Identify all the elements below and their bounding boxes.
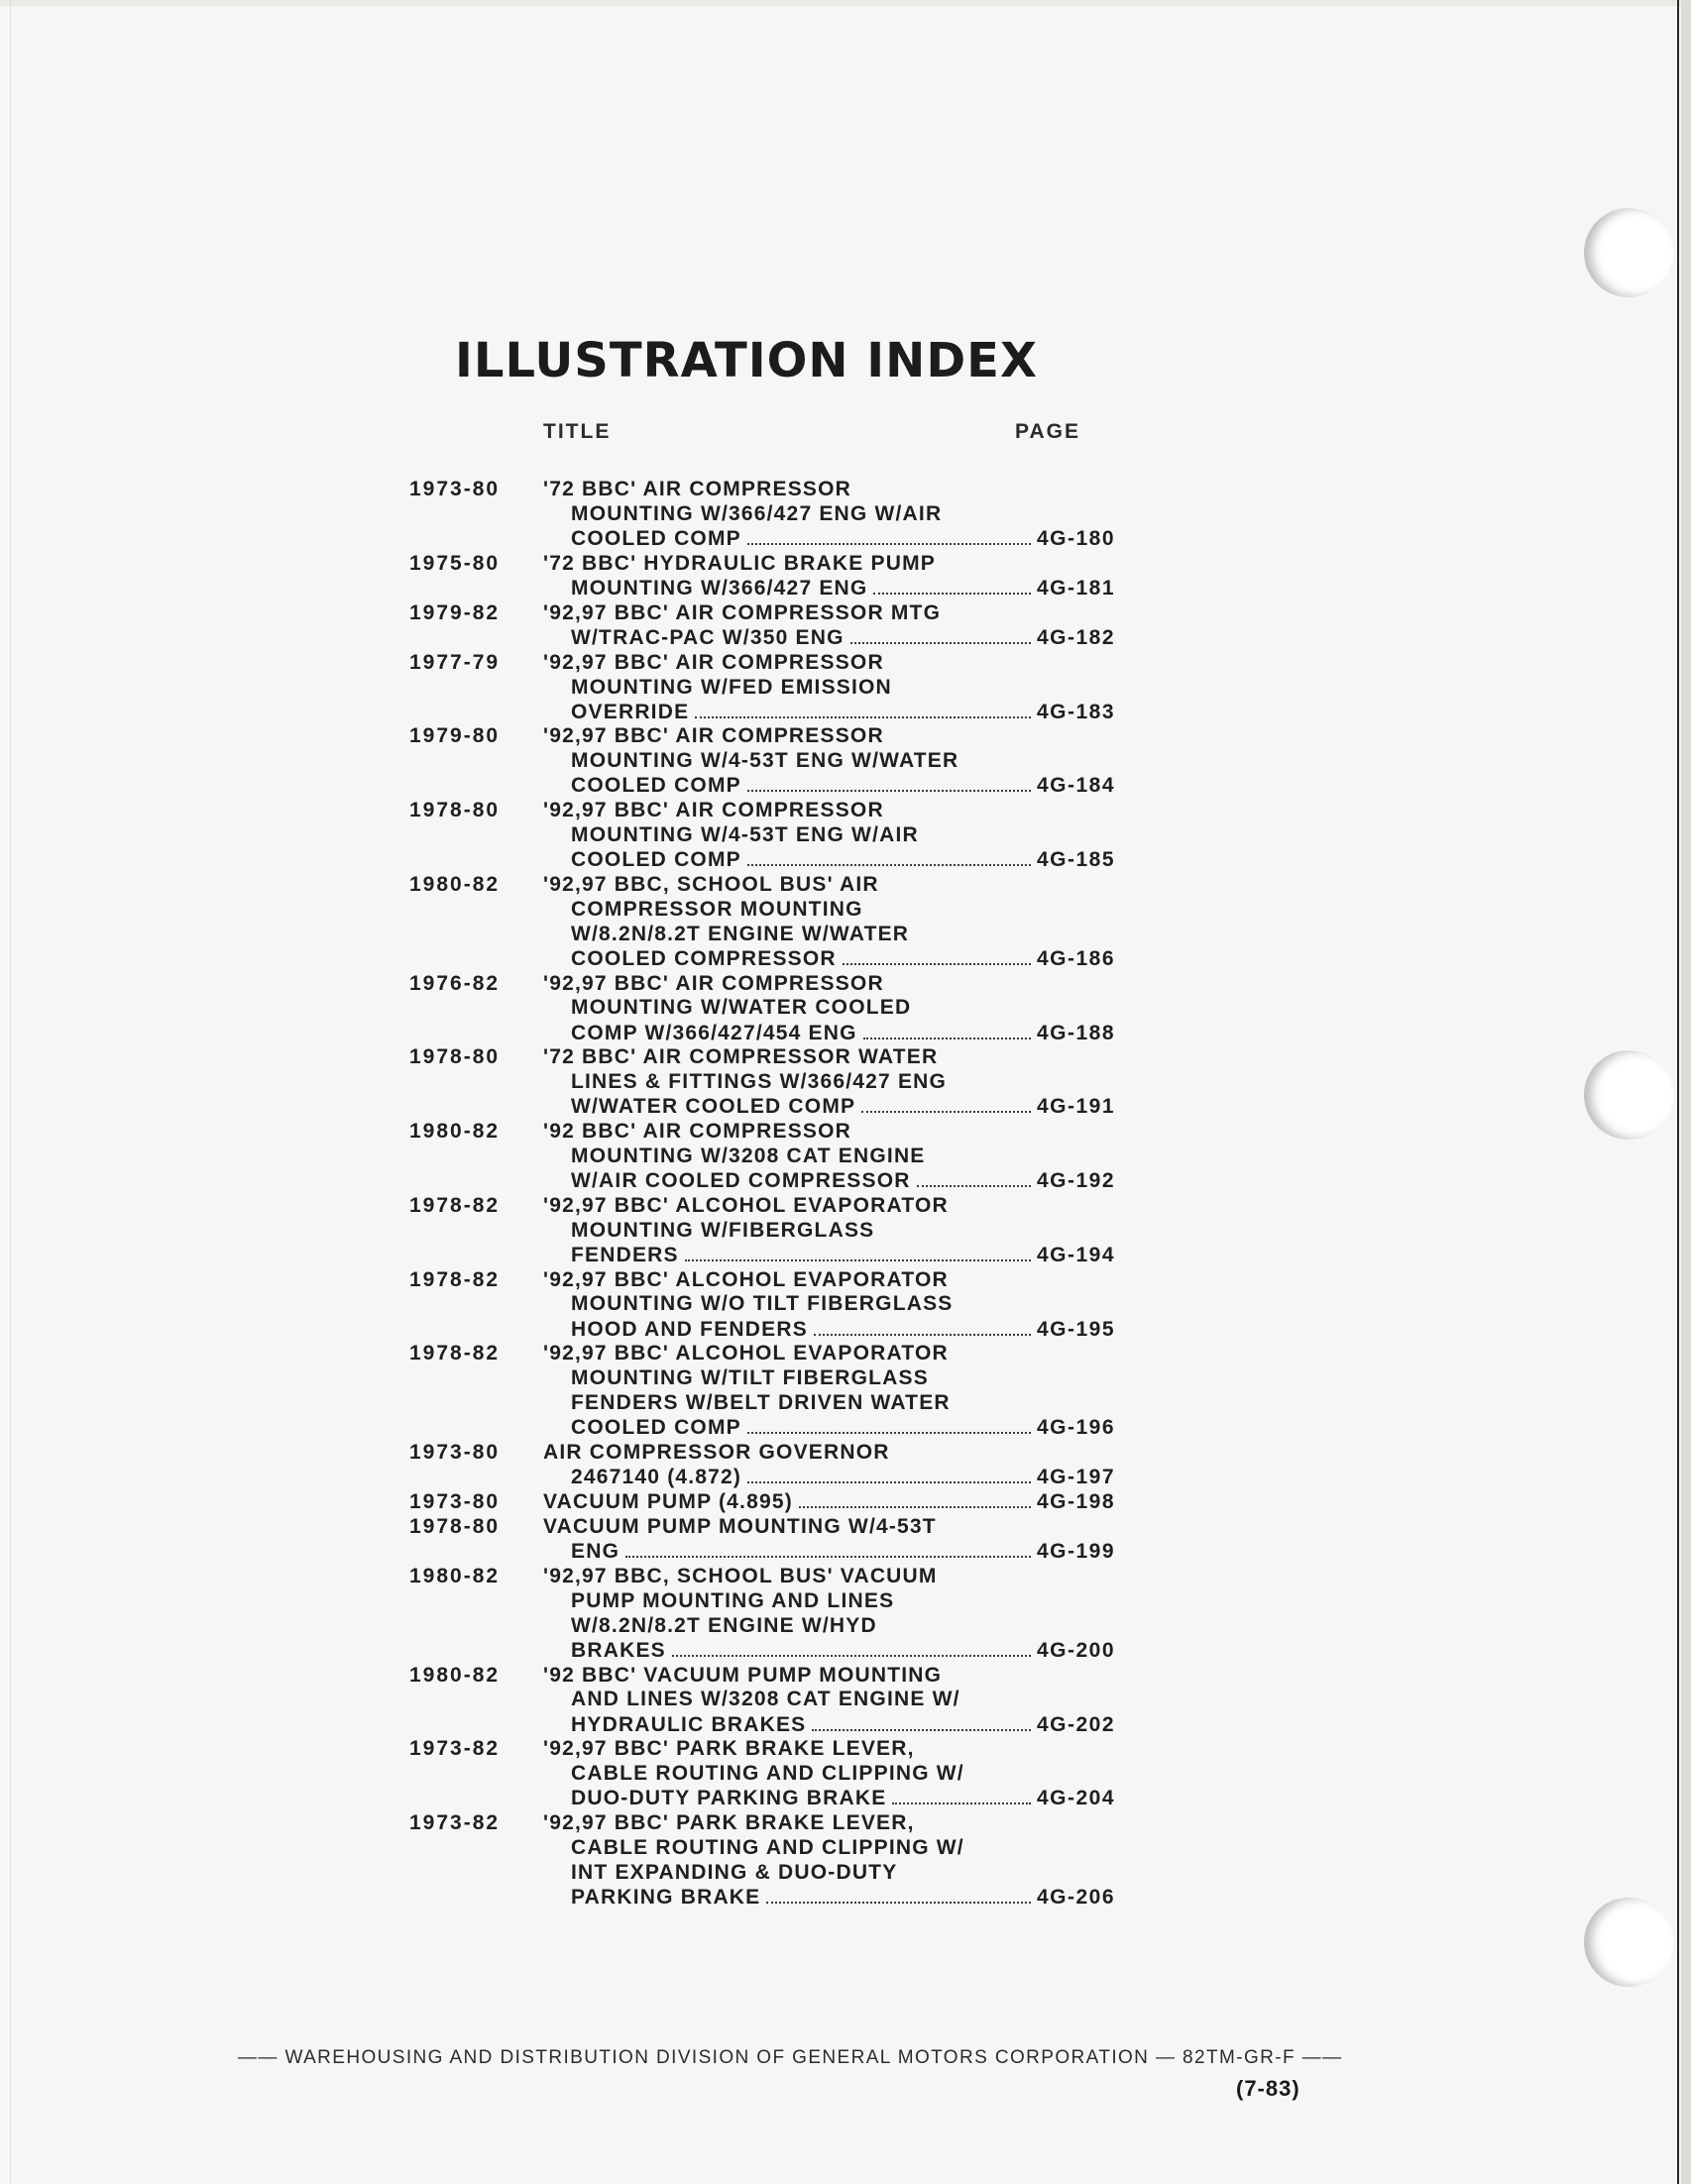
entry-title [543,724,1115,799]
index-entry [409,651,1115,725]
footer-text: WAREHOUSING AND DISTRIBUTION DIVISION OF GENERAL MOTORS CORPORATION — 82TM-GR-F [284,2047,1296,2068]
footer-rule-left: —— [238,2047,285,2068]
entry-title-line: BRAKES [571,1638,666,1662]
dot-leader [863,1021,1031,1038]
entry-final-line [543,1021,1115,1045]
entry-years: 1980-82 [409,873,501,896]
entry-title-line: '92,97 BBC, SCHOOL BUS' VACUUM [543,1565,938,1588]
dot-leader [766,1886,1031,1904]
entry-final-line [543,1886,1115,1911]
dot-leader [695,700,1031,717]
entry-page-ref: 4G-192 [1036,1169,1115,1193]
entry-years: 1976-82 [409,971,501,995]
entry-years: 1973-80 [409,1489,501,1513]
entry-title [543,1664,1115,1738]
dot-leader [873,577,1030,595]
column-header-title: TITLE [543,420,612,443]
index-entries [409,478,1115,1911]
entry-page-ref: 4G-183 [1036,700,1115,723]
entry-title [543,873,1115,972]
dot-leader [685,1243,1031,1260]
punch-hole-bottom [1584,1898,1673,1987]
index-entry [409,1268,1115,1343]
entry-title-line: HOOD AND FENDERS [571,1317,808,1341]
entry-final-line [543,1095,1115,1120]
entry-title-line: HYDRAULIC BRAKES [571,1712,807,1736]
dot-leader [850,626,1031,644]
index-entry [409,1342,1115,1441]
entry-title-line: '92,97 BBC' AIR COMPRESSOR [543,724,884,748]
entry-title-line: FENDERS [571,1243,679,1266]
entry-title-line: INT EXPANDING & DUO-DUTY [571,1860,898,1884]
footer-publisher-line [238,2047,1342,2069]
entry-years: 1977-79 [409,650,501,674]
entry-page-ref: 4G-197 [1036,1466,1115,1489]
page-top-edge [0,0,1691,6]
entry-final-line [543,946,1115,971]
entry-title-line: '92,97 BBC' ALCOHOL EVAPORATOR [543,1193,949,1217]
entry-page-ref: 4G-198 [1036,1490,1115,1514]
entry-title-line: '92,97 BBC' AIR COMPRESSOR [543,650,884,674]
entry-years: 1973-82 [409,1737,501,1761]
entry-title [543,1515,1115,1565]
entry-final-line [543,848,1115,873]
entry-title-line: '92,97 BBC' PARK BRAKE LEVER, [543,1737,915,1761]
dot-leader [747,1466,1031,1483]
dot-leader [812,1712,1031,1730]
entry-final-line [543,1416,1115,1441]
index-entry [409,972,1115,1046]
entry-title-line: MOUNTING W/FIBERGLASS [571,1218,875,1242]
dot-leader [843,946,1031,964]
entry-page-ref: 4G-180 [1036,526,1115,550]
entry-final-line [543,1787,1115,1811]
footer-rule-right: —— [1296,2047,1343,2068]
dot-leader [747,1416,1031,1434]
entry-title-line: MOUNTING W/366/427 ENG [571,576,868,600]
entry-final-line [543,1490,1115,1515]
entry-title-line: '92 BBC' AIR COMPRESSOR [543,1120,852,1144]
entry-final-line [543,1243,1115,1267]
entry-title-line: MOUNTING W/366/427 ENG W/AIR [571,501,943,525]
index-entry [409,1441,1115,1490]
punch-hole-top [1584,208,1673,297]
entry-years: 1978-82 [409,1193,501,1217]
index-entry [409,1565,1115,1664]
entry-title [543,972,1115,1046]
entry-page-ref: 4G-196 [1036,1416,1115,1440]
dot-leader [747,774,1031,792]
entry-title-line: '92 BBC' VACUUM PUMP MOUNTING [543,1663,943,1687]
entry-title-line: MOUNTING W/FED EMISSION [571,675,892,699]
entry-page-ref: 4G-204 [1036,1787,1115,1810]
entry-title-line: COOLED COMPRESSOR [571,946,837,970]
page-left-edge [10,0,11,2184]
entry-title-line: '92,97 BBC' AIR COMPRESSOR [543,799,884,822]
entry-final-line [543,1638,1115,1663]
entry-title-line: W/WATER COOLED COMP [571,1095,856,1119]
entry-page-ref: 4G-200 [1036,1638,1115,1662]
entry-title [543,1441,1115,1490]
entry-final-line [543,774,1115,799]
entry-years: 1973-80 [409,478,501,500]
entry-page-ref: 4G-186 [1036,946,1115,970]
dot-leader [672,1638,1031,1656]
entry-page-ref: 4G-182 [1036,625,1115,649]
index-entry [409,1664,1115,1738]
entry-page-ref: 4G-181 [1036,576,1115,600]
dot-leader [814,1317,1031,1335]
dot-leader [917,1169,1031,1187]
entry-title-line: '92,97 BBC' AIR COMPRESSOR [543,971,884,995]
dot-leader [747,848,1031,866]
entry-final-line [543,577,1115,601]
entry-title [543,1490,1115,1515]
entry-final-line [543,1169,1115,1194]
entry-title [543,1045,1115,1120]
entry-title-line: '92,97 BBC' AIR COMPRESSOR MTG [543,601,942,624]
entry-title-line: '72 BBC' AIR COMPRESSOR WATER [543,1045,939,1069]
index-entry [409,799,1115,873]
entry-title-line: VACUUM PUMP MOUNTING W/4-53T [543,1515,937,1539]
entry-years: 1978-80 [409,1515,501,1539]
entry-title [543,651,1115,725]
entry-years: 1973-80 [409,1440,501,1464]
entry-years: 1980-82 [409,1663,501,1687]
entry-title-line: MOUNTING W/TILT FIBERGLASS [571,1366,929,1390]
entry-page-ref: 4G-199 [1036,1540,1115,1564]
entry-title-line: CABLE ROUTING AND CLIPPING W/ [571,1835,964,1859]
entry-title-line: ENG [571,1540,620,1564]
page-title: ILLUSTRATION INDEX [455,333,1038,388]
entry-final-line [543,527,1115,552]
entry-years: 1978-80 [409,799,501,822]
entry-title [543,478,1115,552]
entry-title-line: '92,97 BBC, SCHOOL BUS' AIR [543,873,879,896]
entry-years: 1978-80 [409,1045,501,1069]
entry-title-line: MOUNTING W/3208 CAT ENGINE [571,1144,926,1167]
entry-title-line: COOLED COMP [571,1416,741,1440]
entry-title [543,552,1115,601]
index-entry [409,1737,1115,1811]
entry-title [543,1120,1115,1194]
entry-final-line [543,626,1115,651]
page-right-edge-line [1677,0,1679,2184]
index-entry [409,873,1115,972]
entry-title-line: COMPRESSOR MOUNTING [571,897,863,921]
entry-title [543,1811,1115,1911]
entry-page-ref: 4G-188 [1036,1021,1115,1044]
entry-title [543,799,1115,873]
entry-title-line: AIR COMPRESSOR GOVERNOR [543,1440,890,1464]
entry-page-ref: 4G-206 [1036,1885,1115,1909]
column-header-page: PAGE [1015,420,1080,443]
footer-date-code: (7-83) [1236,2076,1300,2101]
entry-title [543,1737,1115,1811]
dot-leader [861,1095,1031,1113]
entry-title [543,1194,1115,1268]
dot-leader [892,1787,1030,1804]
entry-title-line: 2467140 (4.872) [571,1466,742,1489]
index-entry [409,1490,1115,1515]
entry-page-ref: 4G-191 [1036,1095,1115,1119]
entry-title [543,1342,1115,1441]
entry-title-line: COOLED COMP [571,526,741,550]
entry-final-line [543,1317,1115,1342]
entry-title-line: MOUNTING W/4-53T ENG W/AIR [571,823,919,847]
index-entry [409,1194,1115,1268]
entry-title-line: MOUNTING W/4-53T ENG W/WATER [571,749,959,773]
entry-final-line [543,1466,1115,1490]
entry-title-line: PUMP MOUNTING AND LINES [571,1588,895,1612]
entry-title-line: AND LINES W/3208 CAT ENGINE W/ [571,1688,960,1711]
entry-title-line: FENDERS W/BELT DRIVEN WATER [571,1390,951,1414]
punch-hole-middle [1584,1050,1673,1140]
dot-leader [799,1490,1031,1508]
dot-leader [625,1540,1031,1558]
entry-years: 1978-82 [409,1342,501,1365]
index-entry [409,724,1115,799]
index-entry [409,601,1115,651]
entry-years: 1973-82 [409,1811,501,1835]
entry-title-line: PARKING BRAKE [571,1885,761,1909]
index-entry [409,478,1115,552]
entry-final-line [543,1540,1115,1565]
entry-years: 1975-80 [409,551,501,575]
entry-page-ref: 4G-185 [1036,848,1115,872]
entry-title-line: W/8.2N/8.2T ENGINE W/WATER [571,922,910,945]
index-entry [409,1811,1115,1911]
entry-title [543,601,1115,651]
entry-page-ref: 4G-184 [1036,774,1115,798]
entry-title-line: W/8.2N/8.2T ENGINE W/HYD [571,1613,877,1637]
index-entry [409,1045,1115,1120]
entry-title-line: VACUUM PUMP (4.895) [543,1490,793,1514]
entry-title-line: COOLED COMP [571,848,741,872]
entry-page-ref: 4G-195 [1036,1317,1115,1341]
entry-title-line: W/AIR COOLED COMPRESSOR [571,1169,911,1193]
entry-title-line: COOLED COMP [571,774,741,798]
entry-title-line: COMP W/366/427/454 ENG [571,1021,857,1044]
entry-title-line: DUO-DUTY PARKING BRAKE [571,1787,887,1810]
entry-title [543,1565,1115,1664]
entry-years: 1979-80 [409,724,501,748]
entry-title-line: OVERRIDE [571,700,690,723]
entry-page-ref: 4G-194 [1036,1243,1115,1266]
entry-title-line: '92,97 BBC' ALCOHOL EVAPORATOR [543,1342,949,1365]
entry-title-line: '72 BBC' AIR COMPRESSOR [543,478,852,500]
entry-title-line: MOUNTING W/WATER COOLED [571,996,912,1020]
entry-title-line: LINES & FITTINGS W/366/427 ENG [571,1070,948,1094]
entry-title-line: '72 BBC' HYDRAULIC BRAKE PUMP [543,551,936,575]
entry-years: 1979-82 [409,601,501,624]
dot-leader [747,527,1031,545]
entry-page-ref: 4G-202 [1036,1712,1115,1736]
entry-years: 1980-82 [409,1565,501,1588]
index-entry [409,1515,1115,1565]
entry-title-line: CABLE ROUTING AND CLIPPING W/ [571,1762,964,1786]
page-right-edge [1681,0,1691,2184]
entry-title-line: '92,97 BBC' ALCOHOL EVAPORATOR [543,1267,949,1291]
entry-title [543,1268,1115,1343]
entry-years: 1980-82 [409,1120,501,1144]
entry-years: 1978-82 [409,1267,501,1291]
index-entry [409,1120,1115,1194]
entry-final-line [543,1712,1115,1737]
entry-title-line: '92,97 BBC' PARK BRAKE LEVER, [543,1811,915,1835]
entry-title-line: W/TRAC-PAC W/350 ENG [571,625,845,649]
entry-final-line [543,700,1115,724]
index-entry [409,552,1115,601]
entry-title-line: MOUNTING W/O TILT FIBERGLASS [571,1292,954,1316]
